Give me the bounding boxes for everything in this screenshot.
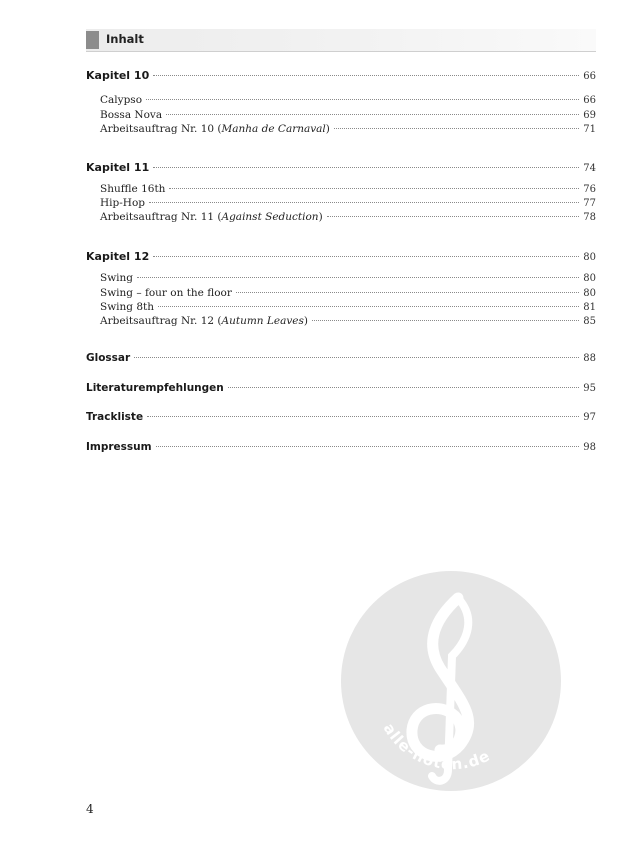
toc-entry-page: 85 [583, 316, 596, 327]
watermark-text: alle-noten.de [379, 720, 494, 774]
toc-entry-main[interactable] [86, 410, 596, 425]
toc-entry-main[interactable] [86, 381, 596, 396]
toc-entry-sub[interactable] [86, 182, 596, 197]
toc-entry-label [86, 161, 149, 175]
dot-leader [156, 446, 580, 447]
toc-entry-label-text: Kapitel 11 [86, 161, 150, 174]
toc-entry-label-text: Arbeitsauftrag Nr. 12 ( [100, 315, 222, 327]
toc-entry-title-italic: Against Seduction [221, 211, 319, 223]
dot-leader [158, 306, 579, 307]
toc-entry-label-text: Arbeitsauftrag Nr. 10 ( [100, 123, 222, 135]
toc-entry-label [86, 351, 130, 365]
toc-entry-label-suffix: ) [303, 315, 308, 327]
toc-entry-page: 77 [583, 198, 596, 209]
toc-entry-title-italic: Autumn Leaves [221, 315, 304, 327]
page-number: 4 [86, 802, 94, 816]
toc-entry-label-text: Arbeitsauftrag Nr. 11 ( [100, 211, 222, 223]
toc-entry-page: 66 [583, 95, 596, 106]
toc-entry-label-text: Trackliste [86, 411, 144, 423]
toc-entry-label [100, 314, 308, 328]
dot-leader [153, 75, 579, 76]
toc-entry-label-suffix: ) [325, 123, 330, 135]
toc-entry-sub[interactable] [86, 93, 596, 108]
toc-entry-chap[interactable] [86, 250, 596, 265]
toc-entry-page: 78 [583, 212, 596, 223]
toc-entry-main[interactable] [86, 351, 596, 366]
toc-entry-sub[interactable] [86, 196, 596, 211]
toc-entry-sub[interactable] [86, 271, 596, 286]
toc-entry-title-italic: Manha de Carnaval [221, 123, 326, 135]
toc-entry-label-suffix: ) [318, 211, 323, 223]
toc-entry-label-text: Glossar [86, 352, 131, 364]
toc-entry-label [100, 122, 330, 136]
toc-entry-label [100, 286, 232, 300]
toc-entry-label [100, 210, 323, 224]
toc-entry-page: 81 [583, 302, 596, 313]
toc-entry-label-text: Swing [100, 272, 134, 284]
dot-leader [146, 99, 579, 100]
dot-leader [169, 188, 579, 189]
toc-entry-chap[interactable] [86, 69, 596, 84]
toc-entry-page: 69 [583, 110, 596, 121]
toc-entry-label-text: Swing – four on the floor [100, 287, 232, 299]
toc-entry-page: 80 [583, 273, 596, 284]
watermark-logo [340, 570, 562, 792]
section-title: Inhalt [106, 32, 144, 46]
toc-entry-main[interactable] [86, 440, 596, 455]
toc-entry-label-text: Literaturempfehlungen [86, 382, 224, 394]
toc-entry-sub[interactable] [86, 300, 596, 315]
dot-leader [312, 320, 579, 321]
toc-entry-page: 95 [583, 383, 596, 394]
toc-entry-label [100, 93, 142, 107]
toc-entry-label-text: Bossa Nova [100, 109, 163, 121]
dot-leader [137, 277, 579, 278]
dot-leader [334, 128, 579, 129]
toc-entry-sub[interactable] [86, 286, 596, 301]
toc-entry-sub[interactable] [86, 122, 596, 137]
toc-entry-label [86, 440, 152, 454]
toc-entry-label [100, 300, 154, 314]
toc-entry-label [86, 69, 149, 83]
toc-entry-label [86, 381, 224, 395]
toc-entry-sub[interactable] [86, 210, 596, 225]
toc-entry-page: 88 [583, 353, 596, 364]
toc-entry-sub[interactable] [86, 108, 596, 123]
section-header [86, 29, 596, 52]
toc-entry-page: 80 [583, 252, 596, 263]
toc-entry-page: 80 [583, 288, 596, 299]
toc-entry-label [100, 108, 162, 122]
toc-entry-label-text: Impressum [86, 441, 152, 453]
dot-leader [153, 256, 579, 257]
dot-leader [149, 202, 579, 203]
dot-leader [236, 292, 579, 293]
toc-entry-label-text: Swing 8th [100, 301, 155, 313]
toc-entry-label [100, 271, 133, 285]
toc-entry-label-text: Kapitel 12 [86, 250, 150, 263]
toc-entry-page: 66 [583, 71, 596, 82]
header-tab-marker [86, 31, 99, 49]
toc-entry-label [100, 196, 145, 210]
toc-entry-label-text: Shuffle 16th [100, 183, 166, 195]
toc-entry-label-text: Calypso [100, 94, 143, 106]
dot-leader [134, 357, 579, 358]
toc-entry-label [100, 182, 165, 196]
dot-leader [166, 114, 579, 115]
toc-entry-label [86, 250, 149, 264]
toc-entry-chap[interactable] [86, 161, 596, 176]
toc-entry-page: 98 [583, 442, 596, 453]
toc-entry-sub[interactable] [86, 314, 596, 329]
toc-entry-label [86, 410, 143, 424]
dot-leader [327, 216, 580, 217]
dot-leader [147, 416, 579, 417]
toc-entry-page: 74 [583, 163, 596, 174]
toc-entry-label-text: Kapitel 10 [86, 69, 150, 82]
dot-leader [228, 387, 579, 388]
toc-entry-page: 76 [583, 184, 596, 195]
toc-entry-page: 97 [583, 412, 596, 423]
toc-entry-label-text: Hip-Hop [100, 197, 145, 209]
toc-entry-page: 71 [583, 124, 596, 135]
dot-leader [153, 167, 579, 168]
